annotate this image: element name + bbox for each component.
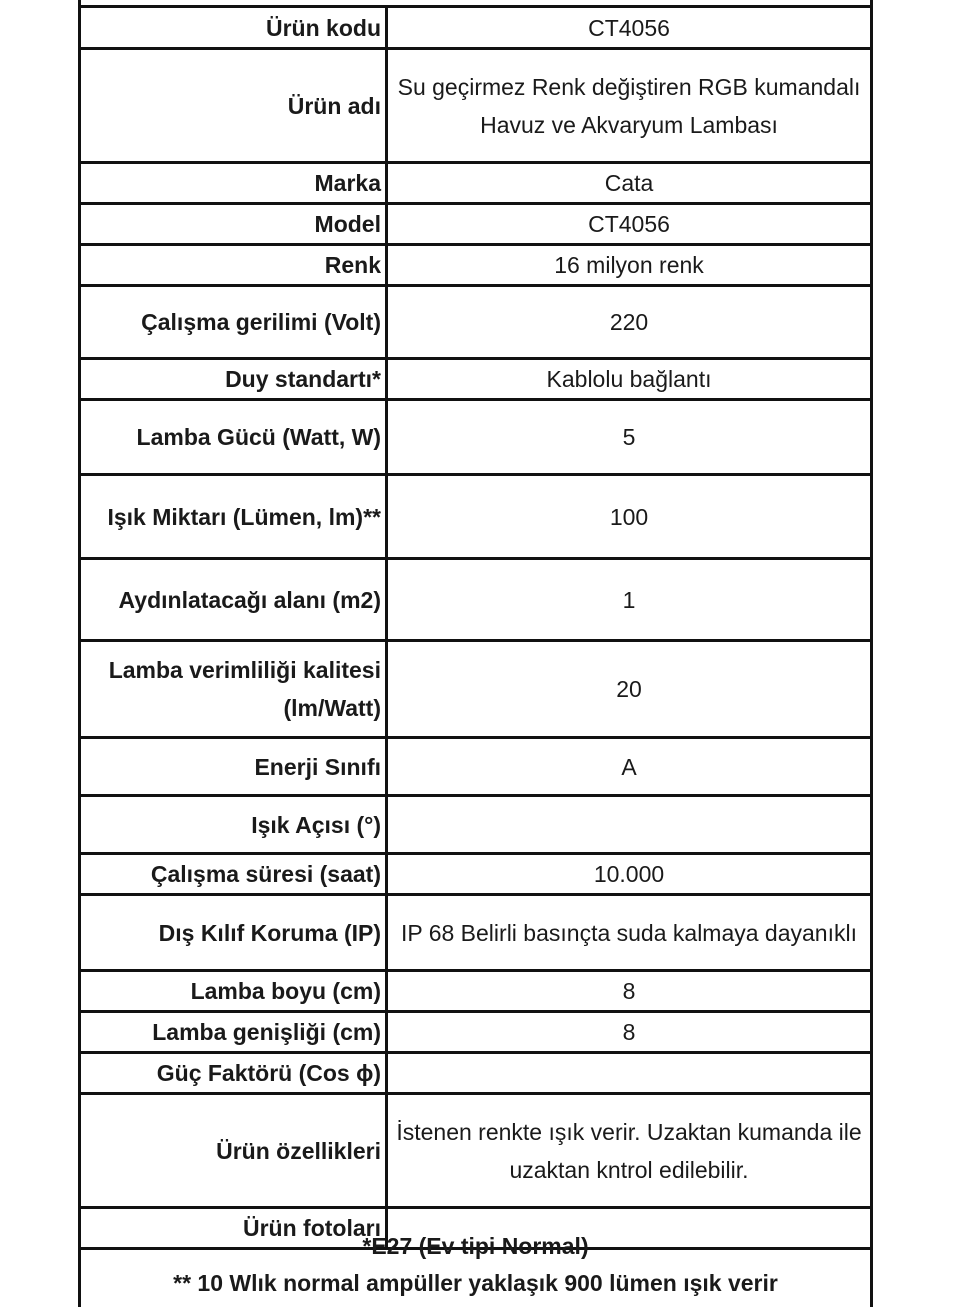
row-label-dis-kilif-koruma: Dış Kılıf Koruma (IP) <box>80 895 387 971</box>
table-row <box>80 854 872 895</box>
row-value-lamba-gucu: 5 <box>387 400 872 475</box>
row-value-marka: Cata <box>387 163 872 204</box>
row-label-lamba-boyu: Lamba boyu (cm) <box>80 971 387 1012</box>
row-value-urun-ozellikleri: İstenen renkte ışık verir. Uzaktan kumanda ile uzaktan kntrol edilebilir. <box>387 1094 872 1208</box>
row-label-urun-adi: Ürün adı <box>80 49 387 163</box>
table-row <box>80 559 872 641</box>
row-value-calisma-gerilimi: 220 <box>387 286 872 359</box>
table-row <box>80 971 872 1012</box>
row-value-urun-kodu: CT4056 <box>387 7 872 49</box>
table-row <box>80 49 872 163</box>
row-value-aydinlatacagi-alan: 1 <box>387 559 872 641</box>
row-label-calisma-suresi: Çalışma süresi (saat) <box>80 854 387 895</box>
row-value-guc-faktoru <box>387 1053 872 1094</box>
row-label-marka: Marka <box>80 163 387 204</box>
row-value-enerji-sinifi: A <box>387 738 872 796</box>
table-row <box>80 245 872 286</box>
row-value-lamba-genisligi: 8 <box>387 1012 872 1053</box>
footnote-lumen: ** 10 Wlık normal ampüller yaklaşık 900 lümen ışık verir <box>173 1270 778 1296</box>
row-label-guc-faktoru: Güç Faktörü (Cos ϕ) <box>80 1053 387 1094</box>
row-label-isik-miktari: Işık Miktarı (Lümen, lm)** <box>80 475 387 559</box>
row-value-lamba-verimliligi: 20 <box>387 641 872 738</box>
row-value-isik-acisi <box>387 796 872 854</box>
spec-sheet <box>78 0 873 1250</box>
table-row <box>80 7 872 49</box>
row-label-aydinlatacagi-alan: Aydınlatacağı alanı (m2) <box>80 559 387 641</box>
table-row <box>80 895 872 971</box>
row-value-lamba-boyu: 8 <box>387 971 872 1012</box>
spec-table <box>78 5 873 1250</box>
row-value-dis-kilif-koruma: IP 68 Belirli basınçta suda kalmaya dayanıklı <box>387 895 872 971</box>
row-label-urun-kodu: Ürün kodu <box>80 7 387 49</box>
table-row <box>80 796 872 854</box>
row-label-lamba-gucu: Lamba Gücü (Watt, W) <box>80 400 387 475</box>
footnotes <box>78 1228 873 1307</box>
row-value-renk: 16 milyon renk <box>387 245 872 286</box>
row-label-duy-standarti: Duy standartı* <box>80 359 387 400</box>
row-label-urun-fotolari: Ürün fotoları <box>80 1208 387 1249</box>
row-label-enerji-sinifi: Enerji Sınıfı <box>80 738 387 796</box>
table-row <box>80 359 872 400</box>
footnote-e27: *E27 (Ev tipi Normal) <box>362 1233 589 1259</box>
row-label-renk: Renk <box>80 245 387 286</box>
table-row <box>80 286 872 359</box>
row-value-isik-miktari: 100 <box>387 475 872 559</box>
row-value-urun-adi: Su geçirmez Renk değiştiren RGB kumandalı Havuz ve Akvaryum Lambası <box>387 49 872 163</box>
row-value-duy-standarti: Kablolu bağlantı <box>387 359 872 400</box>
table-row <box>80 400 872 475</box>
table-row <box>80 1053 872 1094</box>
row-value-calisma-suresi: 10.000 <box>387 854 872 895</box>
row-label-isik-acisi: Işık Açısı (°) <box>80 796 387 854</box>
table-row <box>80 163 872 204</box>
table-row <box>80 738 872 796</box>
table-row <box>80 204 872 245</box>
table-row <box>80 1012 872 1053</box>
table-row <box>80 1094 872 1208</box>
row-label-lamba-verimliligi: Lamba verimliliği kalitesi (lm/Watt) <box>80 641 387 738</box>
row-label-model: Model <box>80 204 387 245</box>
row-label-calisma-gerilimi: Çalışma gerilimi (Volt) <box>80 286 387 359</box>
table-row <box>80 475 872 559</box>
row-label-urun-ozellikleri: Ürün özellikleri <box>80 1094 387 1208</box>
table-row <box>80 641 872 738</box>
row-label-lamba-genisligi: Lamba genişliği (cm) <box>80 1012 387 1053</box>
row-value-model: CT4056 <box>387 204 872 245</box>
